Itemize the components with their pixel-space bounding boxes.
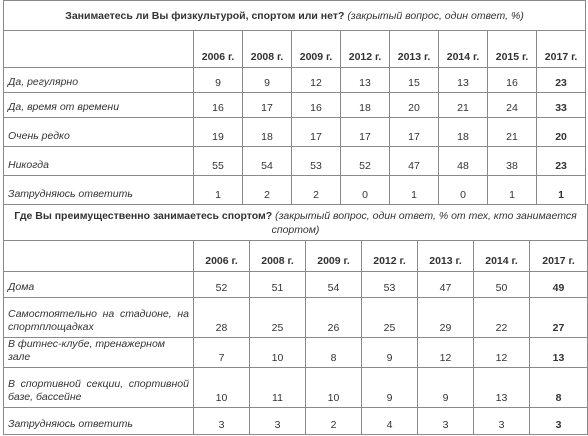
header-corner bbox=[4, 31, 194, 68]
cell-value: 3 bbox=[418, 408, 474, 435]
cell-value: 18 bbox=[341, 93, 390, 118]
cell-value: 38 bbox=[488, 147, 537, 176]
table-title-row bbox=[4, 1, 586, 31]
cell-value: 0 bbox=[439, 176, 488, 205]
year-header: 2008 г. bbox=[250, 241, 306, 272]
cell-value: 10 bbox=[250, 338, 306, 368]
cell-value: 52 bbox=[341, 147, 390, 176]
year-header: 2006 г. bbox=[194, 241, 250, 272]
row-label: Дома bbox=[4, 272, 194, 298]
cell-value: 12 bbox=[418, 338, 474, 368]
year-header: 2013 г. bbox=[390, 31, 439, 68]
cell-value: 19 bbox=[194, 118, 243, 147]
header-row bbox=[4, 241, 588, 272]
year-header: 2008 г. bbox=[243, 31, 292, 68]
cell-value: 25 bbox=[250, 298, 306, 338]
cell-value: 9 bbox=[362, 338, 418, 368]
row-label: В фитнес-клубе, тренажерном зале bbox=[4, 338, 194, 368]
table-row bbox=[4, 68, 586, 93]
cell-value: 10 bbox=[306, 368, 362, 408]
sport-frequency-table bbox=[3, 0, 586, 205]
cell-value: 52 bbox=[194, 272, 250, 298]
year-header: 2009 г. bbox=[306, 241, 362, 272]
row-label: Очень редко bbox=[4, 118, 194, 147]
row-label: Да, регулярно bbox=[4, 68, 194, 93]
cell-value: 48 bbox=[439, 147, 488, 176]
cell-value: 16 bbox=[194, 93, 243, 118]
row-label: Самостоятельно на стадионе, на спортплощадках bbox=[4, 298, 194, 338]
cell-value: 17 bbox=[390, 118, 439, 147]
cell-value: 53 bbox=[362, 272, 418, 298]
cell-value: 53 bbox=[292, 147, 341, 176]
cell-value: 3 bbox=[250, 408, 306, 435]
year-header: 2013 г. bbox=[418, 241, 474, 272]
cell-value: 3 bbox=[194, 408, 250, 435]
cell-value: 26 bbox=[306, 298, 362, 338]
cell-value: 1 bbox=[488, 176, 537, 205]
cell-value-2017: 49 bbox=[530, 272, 588, 298]
cell-value: 21 bbox=[488, 118, 537, 147]
question-text: Занимаетесь ли Вы физкультурой, спортом или нет? bbox=[65, 9, 345, 22]
row-label: Никогда bbox=[4, 147, 194, 176]
cell-value: 25 bbox=[362, 298, 418, 338]
cell-value: 2 bbox=[243, 176, 292, 205]
cell-value: 10 bbox=[194, 368, 250, 408]
table-row bbox=[4, 93, 586, 118]
cell-value: 54 bbox=[306, 272, 362, 298]
cell-value-2017: 23 bbox=[537, 147, 586, 176]
cell-value: 16 bbox=[488, 68, 537, 93]
cell-value: 3 bbox=[474, 408, 530, 435]
table-title bbox=[4, 205, 588, 241]
cell-value-2017: 8 bbox=[530, 368, 588, 408]
cell-value: 2 bbox=[292, 176, 341, 205]
row-label: Да, время от времени bbox=[4, 93, 194, 118]
year-header: 2014 г. bbox=[474, 241, 530, 272]
row-label: Затрудняюсь ответить bbox=[4, 408, 194, 435]
cell-value: 9 bbox=[194, 68, 243, 93]
cell-value: 13 bbox=[474, 368, 530, 408]
cell-value: 17 bbox=[292, 118, 341, 147]
table-title bbox=[4, 1, 586, 31]
question-note: (закрытый вопрос, один ответ, %) bbox=[347, 9, 524, 22]
cell-value: 12 bbox=[292, 68, 341, 93]
cell-value: 54 bbox=[243, 147, 292, 176]
survey-tables bbox=[3, 0, 578, 435]
table-row bbox=[4, 272, 588, 298]
cell-value: 13 bbox=[439, 68, 488, 93]
table-row bbox=[4, 338, 588, 368]
cell-value: 16 bbox=[292, 93, 341, 118]
table-row bbox=[4, 118, 586, 147]
cell-value: 28 bbox=[194, 298, 250, 338]
cell-value: 18 bbox=[243, 118, 292, 147]
header-corner bbox=[4, 241, 194, 272]
cell-value: 47 bbox=[418, 272, 474, 298]
table-title-row bbox=[4, 205, 588, 241]
table-row bbox=[4, 176, 586, 205]
question-text: Где Вы преимущественно занимаетесь спортом? bbox=[14, 209, 273, 222]
cell-value-2017: 33 bbox=[537, 93, 586, 118]
table-row bbox=[4, 408, 588, 435]
cell-value: 55 bbox=[194, 147, 243, 176]
cell-value-2017: 20 bbox=[537, 118, 586, 147]
cell-value: 24 bbox=[488, 93, 537, 118]
cell-value: 1 bbox=[390, 176, 439, 205]
cell-value: 12 bbox=[474, 338, 530, 368]
year-header: 2017 г. bbox=[530, 241, 588, 272]
cell-value-2017: 1 bbox=[537, 176, 586, 205]
year-header: 2012 г. bbox=[341, 31, 390, 68]
cell-value: 18 bbox=[439, 118, 488, 147]
question-note: (закрытый вопрос, один ответ, % от тех, кто занимается спортом) bbox=[271, 209, 577, 236]
cell-value-2017: 13 bbox=[530, 338, 588, 368]
cell-value-2017: 27 bbox=[530, 298, 588, 338]
cell-value: 17 bbox=[341, 118, 390, 147]
table-row bbox=[4, 298, 588, 338]
cell-value-2017: 3 bbox=[530, 408, 588, 435]
cell-value: 51 bbox=[250, 272, 306, 298]
cell-value: 47 bbox=[390, 147, 439, 176]
cell-value: 11 bbox=[250, 368, 306, 408]
cell-value: 9 bbox=[418, 368, 474, 408]
cell-value: 9 bbox=[243, 68, 292, 93]
cell-value: 50 bbox=[474, 272, 530, 298]
cell-value: 4 bbox=[362, 408, 418, 435]
cell-value: 0 bbox=[341, 176, 390, 205]
year-header: 2014 г. bbox=[439, 31, 488, 68]
cell-value: 9 bbox=[362, 368, 418, 408]
year-header: 2015 г. bbox=[488, 31, 537, 68]
cell-value: 8 bbox=[306, 338, 362, 368]
cell-value: 2 bbox=[306, 408, 362, 435]
year-header: 2017 г. bbox=[537, 31, 586, 68]
cell-value: 20 bbox=[390, 93, 439, 118]
cell-value: 17 bbox=[243, 93, 292, 118]
cell-value: 22 bbox=[474, 298, 530, 338]
table-row bbox=[4, 368, 588, 408]
cell-value: 15 bbox=[390, 68, 439, 93]
cell-value: 29 bbox=[418, 298, 474, 338]
table-row bbox=[4, 147, 586, 176]
year-header: 2012 г. bbox=[362, 241, 418, 272]
year-header: 2009 г. bbox=[292, 31, 341, 68]
year-header: 2006 г. bbox=[194, 31, 243, 68]
cell-value: 7 bbox=[194, 338, 250, 368]
row-label: В спортивной секции, спортивной базе, бассейне bbox=[4, 368, 194, 408]
cell-value-2017: 23 bbox=[537, 68, 586, 93]
sport-location-table bbox=[3, 204, 588, 435]
cell-value: 1 bbox=[194, 176, 243, 205]
row-label: Затрудняюсь ответить bbox=[4, 176, 194, 205]
cell-value: 13 bbox=[341, 68, 390, 93]
header-row bbox=[4, 31, 586, 68]
cell-value: 21 bbox=[439, 93, 488, 118]
